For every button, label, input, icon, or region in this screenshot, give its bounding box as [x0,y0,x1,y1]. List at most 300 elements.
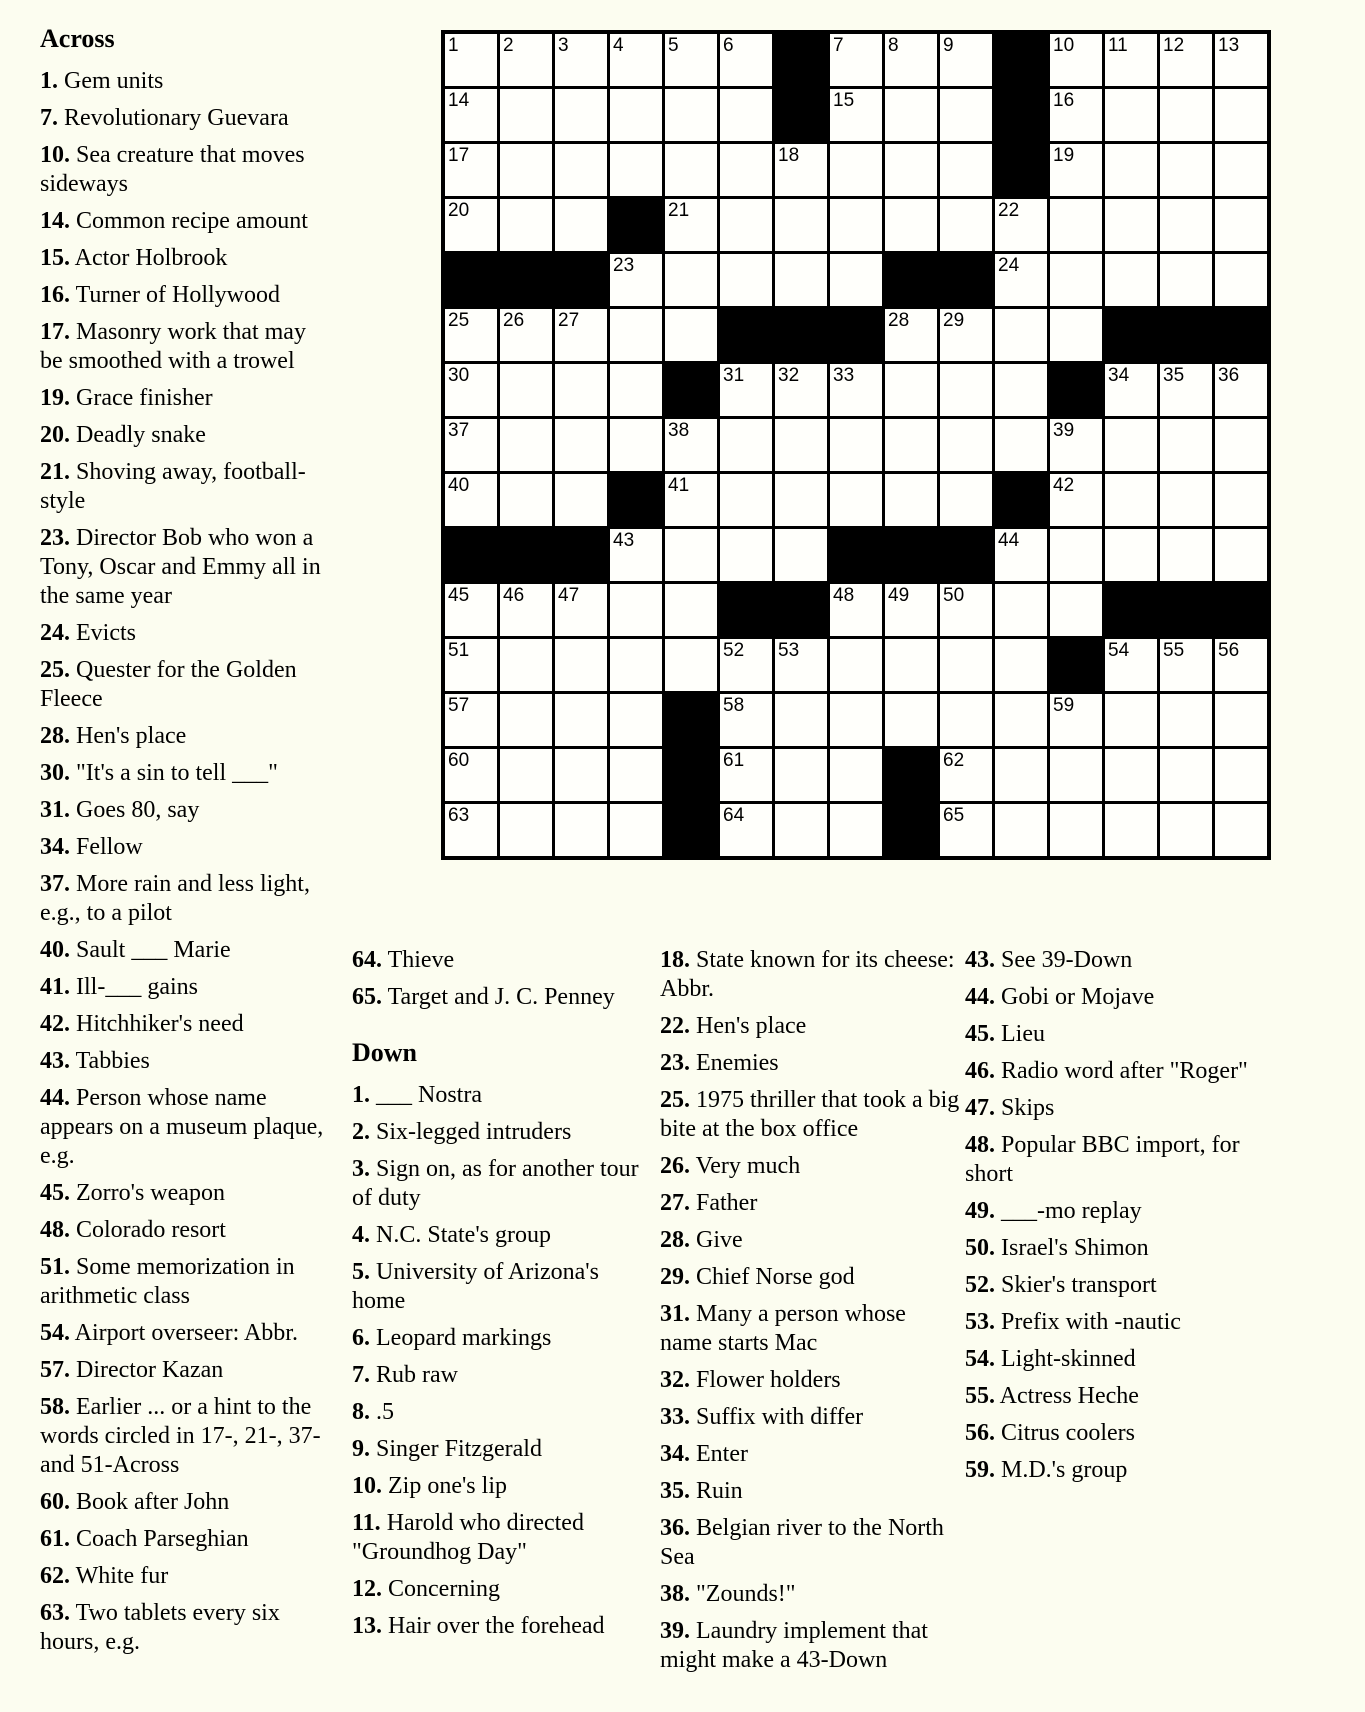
clue-text: Singer Fitzgerald [370,1436,542,1462]
grid-cell[interactable] [885,144,937,196]
grid-cell[interactable] [1160,89,1212,141]
grid-cell[interactable] [885,34,937,86]
grid-cell[interactable] [720,804,772,856]
grid-cell[interactable] [445,364,497,416]
grid-cell[interactable] [720,89,772,141]
grid-cell[interactable] [775,749,827,801]
clue-item [965,1094,1253,1123]
cell-number: 30 [448,365,470,386]
crossword-grid [441,30,1271,860]
grid-cell[interactable] [555,749,607,801]
grid-cell[interactable] [1050,584,1102,636]
grid-cell[interactable] [1215,89,1267,141]
grid-cell[interactable] [610,34,662,86]
grid-cell[interactable] [940,804,992,856]
grid-cell-black [1160,584,1212,636]
clue-number: 18. [660,947,690,973]
grid-cell[interactable] [1160,474,1212,526]
clue-number: 46. [965,1058,995,1084]
grid-cell[interactable] [500,34,552,86]
grid-cell[interactable] [610,749,662,801]
clue-text: M.D.'s group [995,1457,1128,1483]
grid-cell[interactable] [720,34,772,86]
grid-cell[interactable] [1105,364,1157,416]
grid-cell[interactable] [885,639,937,691]
grid-cell[interactable] [1105,804,1157,856]
grid-cell[interactable] [1050,89,1102,141]
clue-number: 44. [965,984,995,1010]
grid-cell-black [445,254,497,306]
grid-cell[interactable] [1105,199,1157,251]
grid-cell[interactable] [940,639,992,691]
cell-number: 23 [613,255,635,276]
grid-cell[interactable] [555,584,607,636]
grid-cell[interactable] [1215,639,1267,691]
clue-number: 23. [40,525,70,551]
clue-text: Very much [690,1153,801,1179]
cell-number: 40 [448,475,470,496]
grid-cell[interactable] [665,419,717,471]
clue-text: Evicts [70,620,136,646]
grid-cell[interactable] [555,419,607,471]
grid-cell[interactable] [665,639,717,691]
clue-text: Ill-___ gains [70,974,198,1000]
grid-cell[interactable] [995,199,1047,251]
grid-cell[interactable] [500,364,552,416]
cell-number: 65 [943,805,965,826]
grid-cell[interactable] [995,639,1047,691]
grid-cell[interactable] [665,199,717,251]
grid-cell[interactable] [610,694,662,746]
grid-cell[interactable] [995,309,1047,361]
cell-number: 54 [1108,640,1130,661]
grid-cell[interactable] [500,639,552,691]
grid-cell[interactable] [940,749,992,801]
clue-item [352,1612,657,1641]
grid-cell[interactable] [1050,34,1102,86]
grid-cell[interactable] [555,144,607,196]
grid-cell[interactable] [830,419,882,471]
grid-cell[interactable] [1050,694,1102,746]
grid-cell[interactable] [830,199,882,251]
grid-cell[interactable] [1160,749,1212,801]
grid-cell[interactable] [665,254,717,306]
grid-cell[interactable] [940,34,992,86]
grid-cell[interactable] [445,199,497,251]
clue-item [40,1216,332,1245]
clue-item [660,1012,962,1041]
across-clue-list-tail [352,946,657,1012]
grid-cell[interactable] [555,89,607,141]
grid-cell[interactable] [500,199,552,251]
grid-cell[interactable] [555,34,607,86]
clue-item [352,946,657,975]
clue-number: 45. [40,1180,70,1206]
grid-cell[interactable] [995,254,1047,306]
clue-number: 3. [352,1156,370,1182]
clue-item [40,1488,332,1517]
grid-cell[interactable] [555,309,607,361]
grid-cell[interactable] [1215,144,1267,196]
cell-number: 47 [558,585,580,606]
clue-item [40,104,332,133]
cell-number: 18 [778,145,800,166]
grid-cell[interactable] [445,419,497,471]
grid-cell[interactable] [665,584,717,636]
cell-number: 10 [1053,35,1075,56]
grid-cell[interactable] [1105,749,1157,801]
clue-text: Suffix with differ [690,1404,864,1430]
grid-cell[interactable] [830,804,882,856]
grid-cell[interactable] [1160,34,1212,86]
grid-cell[interactable] [940,89,992,141]
grid-cell[interactable] [1050,254,1102,306]
grid-cell[interactable] [1215,749,1267,801]
clue-number: 31. [660,1301,690,1327]
grid-cell[interactable] [720,749,772,801]
grid-cell[interactable] [1215,804,1267,856]
grid-cell[interactable] [720,144,772,196]
grid-cell[interactable] [555,474,607,526]
cell-number: 27 [558,310,580,331]
grid-cell[interactable] [1160,364,1212,416]
grid-cell[interactable] [665,89,717,141]
cell-number: 44 [998,530,1020,551]
clue-item [40,458,332,516]
grid-cell[interactable] [445,144,497,196]
grid-cell[interactable] [830,254,882,306]
clue-text: Laundry implement that might make a 43-Down [660,1618,928,1673]
clue-text: Director Bob who won a Tony, Oscar and Emmy all in the same year [40,525,321,609]
clue-number: 60. [40,1489,70,1515]
grid-cell[interactable] [610,144,662,196]
grid-cell[interactable] [1105,474,1157,526]
grid-cell[interactable] [665,529,717,581]
grid-cell[interactable] [610,364,662,416]
grid-cell-black [500,254,552,306]
clue-number: 36. [660,1515,690,1541]
cell-number: 38 [668,420,690,441]
grid-cell[interactable] [445,584,497,636]
grid-cell[interactable] [775,254,827,306]
clue-item [40,796,332,825]
grid-cell[interactable] [610,639,662,691]
grid-cell[interactable] [995,584,1047,636]
grid-cell[interactable] [555,694,607,746]
clue-text: Skips [995,1095,1055,1121]
grid-cell[interactable] [1105,254,1157,306]
clue-item [965,1234,1253,1263]
grid-cell[interactable] [995,529,1047,581]
grid-cell[interactable] [995,419,1047,471]
grid-cell[interactable] [1160,199,1212,251]
cell-number: 49 [888,585,910,606]
cell-number: 25 [448,310,470,331]
cell-number: 61 [723,750,745,771]
clue-item [352,1324,657,1353]
cell-number: 3 [558,35,569,56]
grid-cell[interactable] [1160,529,1212,581]
grid-cell[interactable] [610,584,662,636]
grid-cell[interactable] [445,694,497,746]
grid-cell[interactable] [940,309,992,361]
grid-cell[interactable] [775,694,827,746]
cell-number: 55 [1163,640,1185,661]
cell-number: 32 [778,365,800,386]
grid-cell[interactable] [500,694,552,746]
grid-cell[interactable] [500,309,552,361]
grid-cell[interactable] [610,89,662,141]
grid-cell[interactable] [1160,694,1212,746]
grid-cell[interactable] [775,804,827,856]
grid-cell-black [885,804,937,856]
grid-cell[interactable] [940,419,992,471]
grid-cell[interactable] [1050,749,1102,801]
grid-cell[interactable] [885,199,937,251]
grid-cell[interactable] [995,364,1047,416]
grid-cell[interactable] [720,639,772,691]
clue-item [40,619,332,648]
grid-cell[interactable] [720,529,772,581]
grid-cell[interactable] [830,34,882,86]
grid-cell[interactable] [500,474,552,526]
clue-number: 24. [40,620,70,646]
clue-text: Radio word after "Roger" [995,1058,1248,1084]
grid-cell-black [885,529,937,581]
clue-number: 42. [40,1011,70,1037]
clue-number: 39. [660,1618,690,1644]
grid-cell[interactable] [940,694,992,746]
grid-cell[interactable] [775,529,827,581]
grid-cell[interactable] [885,694,937,746]
cell-number: 14 [448,90,470,111]
grid-cell-black [1105,584,1157,636]
clue-text: "Zounds!" [690,1581,796,1607]
clue-item [40,656,332,714]
grid-cell[interactable] [885,89,937,141]
grid-cell[interactable] [830,639,882,691]
grid-cell[interactable] [1215,34,1267,86]
grid-cell[interactable] [775,364,827,416]
grid-cell[interactable] [1105,144,1157,196]
clue-number: 59. [965,1457,995,1483]
grid-cell[interactable] [610,804,662,856]
grid-cell[interactable] [1215,529,1267,581]
clue-text: Sea creature that moves sideways [40,142,305,197]
cell-number: 45 [448,585,470,606]
grid-cell[interactable] [775,199,827,251]
grid-cell[interactable] [1105,694,1157,746]
grid-cell[interactable] [1160,254,1212,306]
grid-cell[interactable] [500,749,552,801]
clue-number: 17. [40,319,70,345]
grid-cell[interactable] [830,364,882,416]
grid-cell[interactable] [500,584,552,636]
grid-cell-black [830,529,882,581]
grid-cell[interactable] [445,34,497,86]
clue-text: Leopard markings [370,1325,552,1351]
grid-cell[interactable] [665,144,717,196]
clue-text: .5 [370,1399,394,1425]
clue-item [965,1057,1253,1086]
clue-item [40,1319,332,1348]
grid-cell[interactable] [1050,474,1102,526]
grid-cell[interactable] [555,364,607,416]
clue-text: State known for its cheese: Abbr. [660,947,955,1002]
grid-cell[interactable] [885,309,937,361]
clue-text: Enemies [690,1050,779,1076]
grid-cell[interactable] [940,584,992,636]
grid-cell[interactable] [775,474,827,526]
clue-column-3 [660,946,962,1683]
cell-number: 60 [448,750,470,771]
grid-cell[interactable] [720,694,772,746]
grid-cell[interactable] [500,804,552,856]
clue-item [965,1020,1253,1049]
grid-cell[interactable] [1215,254,1267,306]
grid-cell[interactable] [830,144,882,196]
grid-cell[interactable] [830,584,882,636]
grid-cell[interactable] [995,804,1047,856]
grid-cell[interactable] [1215,474,1267,526]
grid-cell[interactable] [775,419,827,471]
grid-cell[interactable] [1105,419,1157,471]
grid-cell[interactable] [1160,419,1212,471]
cell-number: 58 [723,695,745,716]
grid-cell[interactable] [940,199,992,251]
grid-cell[interactable] [885,419,937,471]
clue-text: Deadly snake [70,422,206,448]
grid-cell[interactable] [885,584,937,636]
clue-item [352,1155,657,1213]
grid-cell[interactable] [830,749,882,801]
grid-cell[interactable] [1160,639,1212,691]
clue-number: 47. [965,1095,995,1121]
cell-number: 63 [448,805,470,826]
grid-cell[interactable] [720,199,772,251]
grid-cell[interactable] [610,419,662,471]
grid-cell-black [610,474,662,526]
grid-cell[interactable] [1160,804,1212,856]
grid-cell-black [500,529,552,581]
grid-cell[interactable] [445,749,497,801]
grid-cell[interactable] [1050,804,1102,856]
clue-item [660,1366,962,1395]
clue-number: 16. [40,282,70,308]
grid-cell[interactable] [720,254,772,306]
grid-cell[interactable] [665,474,717,526]
grid-cell[interactable] [720,364,772,416]
clue-text: Airport overseer: Abbr. [70,1320,298,1346]
grid-cell[interactable] [610,529,662,581]
grid-cell[interactable] [1050,529,1102,581]
clue-text: Harold who directed "Groundhog Day" [352,1510,584,1565]
grid-cell[interactable] [1105,34,1157,86]
clue-text: Belgian river to the North Sea [660,1515,944,1570]
grid-cell[interactable] [885,474,937,526]
clue-item [40,318,332,376]
clue-text: Actor Holbrook [70,245,228,271]
clue-item [40,1599,332,1657]
grid-cell[interactable] [1105,529,1157,581]
grid-cell[interactable] [500,89,552,141]
grid-cell[interactable] [1215,694,1267,746]
grid-cell[interactable] [1160,144,1212,196]
grid-cell[interactable] [445,804,497,856]
grid-cell[interactable] [1050,309,1102,361]
clue-item [352,983,657,1012]
grid-cell[interactable] [1050,199,1102,251]
cell-number: 20 [448,200,470,221]
clue-number: 44. [40,1085,70,1111]
grid-cell[interactable] [940,144,992,196]
grid-cell[interactable] [720,474,772,526]
grid-cell[interactable] [500,144,552,196]
grid-cell[interactable] [995,694,1047,746]
grid-cell-black [995,34,1047,86]
grid-cell[interactable] [940,364,992,416]
clue-text: Citrus coolers [995,1420,1135,1446]
clue-number: 21. [40,459,70,485]
grid-cell[interactable] [1215,419,1267,471]
clue-text: Two tablets every six hours, e.g. [40,1600,280,1655]
grid-cell[interactable] [445,309,497,361]
clue-text: Light-skinned [995,1346,1136,1372]
grid-cell[interactable] [885,364,937,416]
grid-cell[interactable] [1215,199,1267,251]
grid-cell[interactable] [1050,144,1102,196]
clue-number: 10. [40,142,70,168]
grid-cell-black [1050,639,1102,691]
grid-cell[interactable] [610,309,662,361]
clue-item [965,1382,1253,1411]
clue-item [965,1419,1253,1448]
cell-number: 50 [943,585,965,606]
grid-cell[interactable] [1050,419,1102,471]
grid-cell[interactable] [665,34,717,86]
grid-cell[interactable] [445,639,497,691]
grid-cell[interactable] [665,309,717,361]
grid-cell-black [885,749,937,801]
clue-item [40,870,332,928]
clue-item [40,936,332,965]
grid-cell[interactable] [610,254,662,306]
grid-cell[interactable] [500,419,552,471]
grid-cell[interactable] [1105,89,1157,141]
grid-cell[interactable] [1105,639,1157,691]
grid-cell[interactable] [720,419,772,471]
grid-cell[interactable] [1215,364,1267,416]
clue-number: 1. [40,68,58,94]
grid-cell[interactable] [555,199,607,251]
grid-cell[interactable] [555,804,607,856]
grid-cell[interactable] [445,89,497,141]
grid-cell[interactable] [775,144,827,196]
clue-item [40,759,332,788]
grid-cell[interactable] [940,474,992,526]
grid-cell[interactable] [995,749,1047,801]
clue-text: Turner of Hollywood [70,282,281,308]
grid-cell[interactable] [830,89,882,141]
clue-text: Goes 80, say [70,797,200,823]
grid-cell[interactable] [830,694,882,746]
grid-cell[interactable] [445,474,497,526]
grid-cell[interactable] [555,639,607,691]
cell-number: 46 [503,585,525,606]
grid-cell[interactable] [775,639,827,691]
grid-cell[interactable] [830,474,882,526]
clue-number: 40. [40,937,70,963]
